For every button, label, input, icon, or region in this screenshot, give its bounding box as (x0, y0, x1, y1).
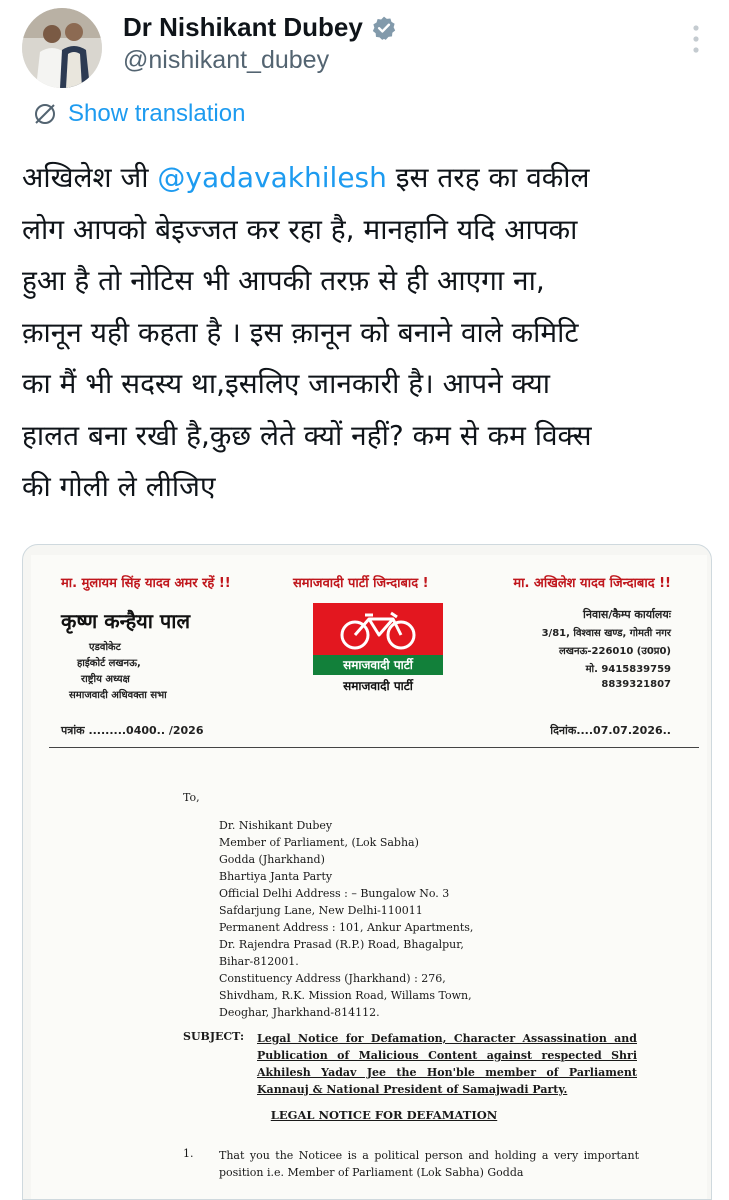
letterhead-slogan-right: मा. अखिलेश यादव जिन्दाबाद !! (513, 576, 671, 591)
user-handle[interactable]: @nishikant_dubey (123, 46, 330, 74)
name-row (123, 12, 397, 43)
addressee-line: Shivdham, R.K. Mission Road, Willams Town, (219, 989, 472, 1002)
addressee-block (219, 817, 473, 1021)
bicycle-icon (313, 603, 443, 655)
verified-badge-icon (371, 15, 397, 41)
logo-caption: समाजवादी पार्टी (343, 679, 413, 693)
logo-red-band (313, 603, 443, 655)
mention-link[interactable]: @yadavakhilesh (157, 161, 387, 194)
addressee-line: Member of Parliament, (Lok Sabha) (219, 836, 419, 849)
letter-date: दिनांक....07.07.2026.. (550, 724, 671, 737)
addressee-line: Bihar-812001. (219, 955, 299, 968)
display-name[interactable]: Dr Nishikant Dubey (123, 12, 363, 42)
sender-line: एडवोकेट (89, 642, 121, 653)
address-line: 3/81, विश्वास खण्ड, गोमती नगर (541, 628, 671, 639)
subject-text: Legal Notice for Defamation, Character Assassination and Publication of Malicious Content against respected Shri Akhilesh Yadav Jee the Hon'ble member of Parliament Kannauj & National President of Samajwadi Party. (257, 1032, 637, 1096)
letterhead-slogan-center: समाजवादी पार्टी जिन्दाबाद ! (293, 576, 429, 591)
reference-number: पत्रांक .........0400.. /2026 (61, 724, 204, 737)
sender-line: हाईकोर्ट लखनऊ, (77, 658, 141, 669)
address-line: निवास/कैम्प कार्यालयः (583, 608, 671, 621)
letterhead-slogan-left: मा. मुलायम सिंह यादव अमर रहें !! (61, 576, 231, 591)
addressee-line: Constituency Address (Jharkhand) : 276, (219, 972, 446, 985)
addressee-line: Permanent Address : 101, Ankur Apartments, (219, 921, 474, 934)
show-translation-link[interactable] (32, 100, 245, 128)
address-line: लखनऊ-226010 (उ0प्र0) (559, 646, 671, 657)
show-translation-label: Show translation (68, 100, 246, 127)
addressee-line: Deoghar, Jharkhand-814112. (219, 1006, 380, 1019)
sender-name: कृष्ण कन्हैया पाल (61, 609, 191, 633)
notice-heading: LEGAL NOTICE FOR DEFAMATION (270, 1108, 498, 1122)
avatar[interactable] (22, 8, 102, 88)
avatar-photo-icon (22, 8, 102, 88)
sender-line: राष्ट्रीय अध्यक्ष (81, 674, 130, 685)
addressee-line: Godda (Jharkhand) (219, 853, 325, 866)
tweet-header (0, 0, 729, 100)
subject-label: SUBJECT: (183, 1030, 245, 1043)
paragraph-number: 1. (183, 1147, 194, 1160)
address-line: 8839321807 (601, 679, 671, 690)
address-line: मो. 9415839759 (585, 664, 671, 675)
addressee-line: Dr. Rajendra Prasad (R.P.) Road, Bhagalpur, (219, 938, 464, 951)
legal-notice-document (31, 555, 707, 1200)
sender-line: समाजवादी अधिवक्ता सभा (69, 690, 167, 701)
addressee-line: Dr. Nishikant Dubey (219, 819, 333, 832)
addressee-line: Bhartiya Janta Party (219, 870, 333, 883)
tweet-text-start: अखिलेश जी (22, 161, 158, 194)
to-label: To, (183, 791, 200, 804)
more-options-icon[interactable] (684, 22, 708, 56)
letterhead-divider (49, 747, 699, 748)
party-logo (313, 603, 443, 691)
logo-green-band: समाजवादी पार्टी (313, 655, 443, 675)
addressee-line: Safdarjung Lane, New Delhi-110011 (219, 904, 423, 917)
translate-globe-icon (32, 101, 58, 127)
tweet-text-rest: इस तरह का वकील लोग आपको बेइज्जत कर रहा है, मानहानि यदि आपका हुआ है तो नोटिस भी आपकी तरफ़ से ही आएगा ना, क़ानून यही कहता है । इस क़ानून को बनाने वाले कमिटि का मैं भी सदस्य था,इसलिए जानकारी है। आपने क्या हालत बना रखी है,कुछ लेते क्यों नहीं? कम से कम विक्स की गोली ले लीजिए (22, 161, 592, 503)
tweet-text (22, 152, 712, 513)
tweet-media-image[interactable] (22, 544, 712, 1200)
paragraph-text: That you the Noticee is a political person and holding a very important position i.e. Member of Parliament (Lok Sabha) Godda (219, 1149, 639, 1179)
addressee-line: Official Delhi Address : – Bungalow No. 3 (219, 887, 450, 900)
